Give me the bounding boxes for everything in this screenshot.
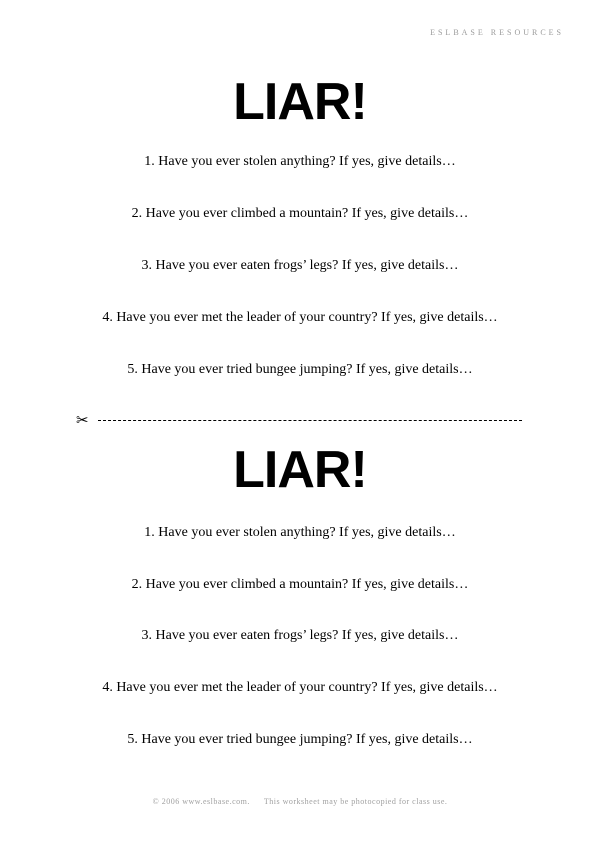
question-item: 5. Have you ever tried bungee jumping? If yes, give details… (127, 732, 473, 747)
worksheet-title: LIAR! (233, 73, 367, 131)
question-item: 5. Have you ever tried bungee jumping? If yes, give details… (127, 362, 473, 377)
question-item: 4. Have you ever met the leader of your country? If yes, give details… (102, 310, 498, 325)
question-item: 2. Have you ever climbed a mountain? If yes, give details… (131, 206, 469, 221)
question-item: 1. Have you ever stolen anything? If yes, give details… (144, 525, 456, 540)
question-item: 3. Have you ever eaten frogs’ legs? If yes, give details… (141, 258, 459, 273)
question-item: 2. Have you ever climbed a mountain? If yes, give details… (131, 577, 469, 592)
footer-note: This worksheet may be photocopied for class use. (263, 797, 448, 806)
header-brand: ESLBASE RESOURCES (430, 28, 564, 37)
dashed-divider (98, 420, 522, 421)
footer (0, 797, 600, 806)
scissors-icon: ✂ (76, 411, 89, 429)
footer-copyright: © 2006 www.eslbase.com. (152, 797, 250, 806)
question-item: 1. Have you ever stolen anything? If yes, give details… (144, 154, 456, 169)
question-item: 3. Have you ever eaten frogs’ legs? If yes, give details… (141, 628, 459, 643)
question-item: 4. Have you ever met the leader of your country? If yes, give details… (102, 680, 498, 695)
cut-line (76, 410, 522, 430)
worksheet-title: LIAR! (233, 441, 367, 499)
